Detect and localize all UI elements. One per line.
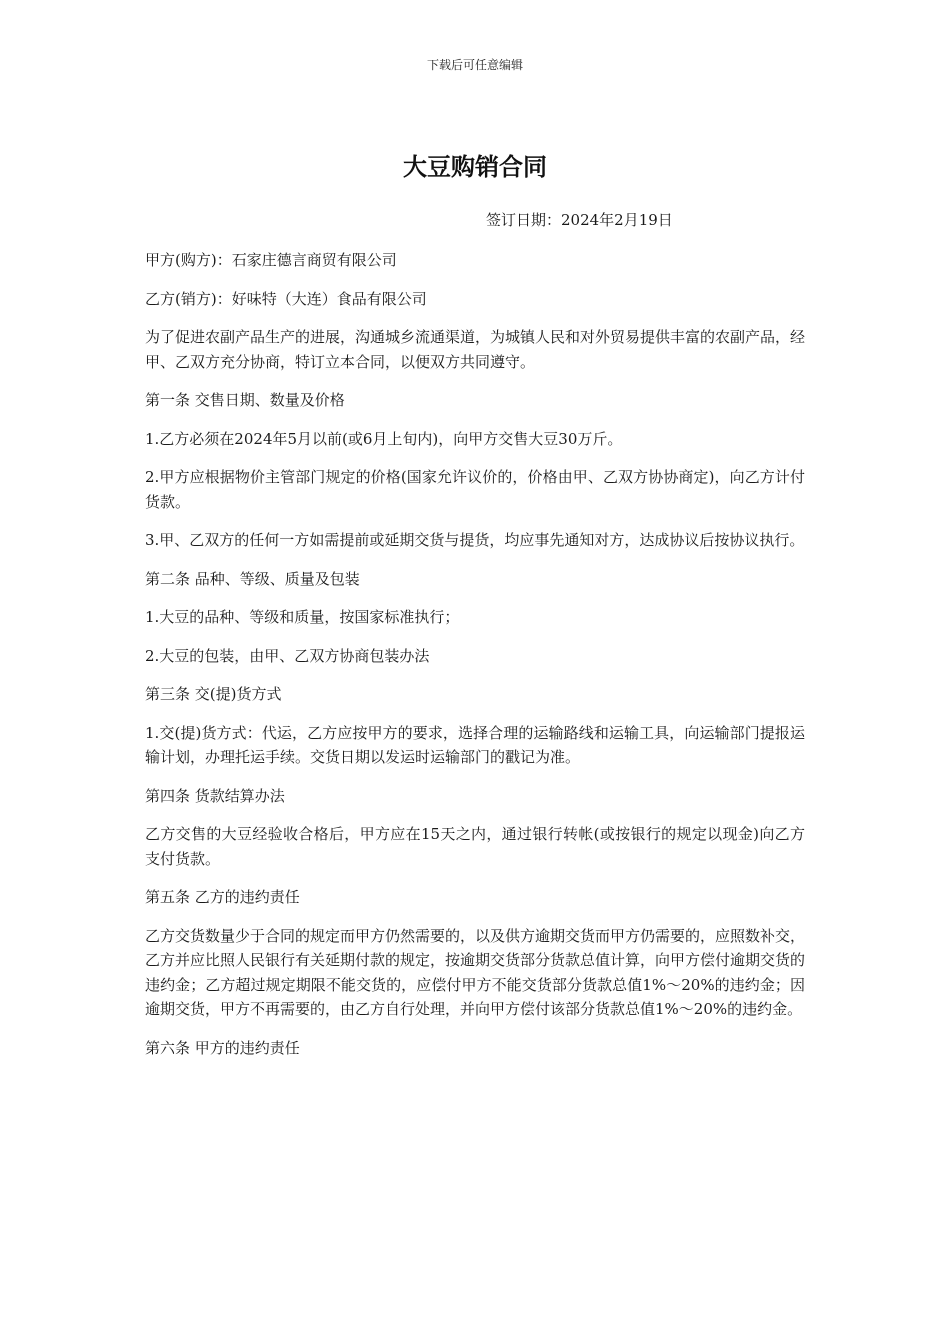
article-2-heading: 第二条 品种、等级、质量及包装 xyxy=(145,569,360,588)
article-1-item-3: 3.甲、乙双方的任何一方如需提前或延期交货与提货，均应事先通知对方，达成协议后按协议执行。 xyxy=(145,531,805,549)
preamble: 为了促进农副产品生产的进展，沟通城乡流通渠道，为城镇人民和对外贸易提供丰富的农副产品，经甲、乙双方充分协商，特订立本合同，以便双方共同遵守。 xyxy=(145,328,806,371)
header-note: 下载后可任意编辑 xyxy=(426,58,523,72)
article-3-heading: 第三条 交(提)货方式 xyxy=(145,685,282,703)
party-a: 甲方(购方)：石家庄德言商贸有限公司 xyxy=(145,251,397,269)
article-4-body: 乙方交售的大豆经验收合格后，甲方应在15天之内，通过银行转帐(或按银行的规定以现金)向乙方支付货款。 xyxy=(145,825,805,868)
party-b: 乙方(销方)：好味特（大连）食品有限公司 xyxy=(145,289,427,308)
article-1-heading: 第一条 交售日期、数量及价格 xyxy=(145,391,345,409)
article-6-heading: 第六条 甲方的违约责任 xyxy=(145,1038,300,1057)
article-1-item-2: 2.甲方应根据物价主管部门规定的价格(国家允许议价的，价格由甲、乙双方协协商定)，向乙方计付货款。 xyxy=(145,468,805,511)
article-3-item-1: 1.交(提)货方式：代运，乙方应按甲方的要求，选择合理的运输路线和运输工具，向运输部门提报运输计划，办理托运手续。交货日期以发运时运输部门的戳记为准。 xyxy=(145,723,805,766)
article-2-item-1: 1.大豆的品种、等级和质量，按国家标准执行； xyxy=(145,608,460,626)
signing-date: 签订日期：2024年2月19日 xyxy=(486,211,673,229)
contract-title: 大豆购销合同 xyxy=(403,153,547,181)
contract-body xyxy=(145,248,805,1074)
article-4-heading: 第四条 货款结算办法 xyxy=(145,786,285,805)
article-1-item-1: 1.乙方必须在2024年5月以前(或6月上旬内)，向甲方交售大豆30万斤。 xyxy=(145,429,623,448)
article-5-heading: 第五条 乙方的违约责任 xyxy=(145,888,300,906)
article-5-body: 乙方交货数量少于合同的规定而甲方仍然需要的，以及供方逾期交货而甲方仍需要的，应照数补交，乙方并应比照人民银行有关延期付款的规定，按逾期交货部分货款总值计算，向甲方偿付逾期交货的违约金；乙方超过规定期限不能交货的，应偿付甲方不能交货部分货款总值1%～20%的违约金；因逾期交货，甲方不再需要的，由乙方自行处理，并向甲方偿付该部分货款总值1%～20%的违约金。 xyxy=(145,926,806,1018)
article-2-item-2: 2.大豆的包装，由甲、乙双方协商包装办法 xyxy=(145,646,430,665)
